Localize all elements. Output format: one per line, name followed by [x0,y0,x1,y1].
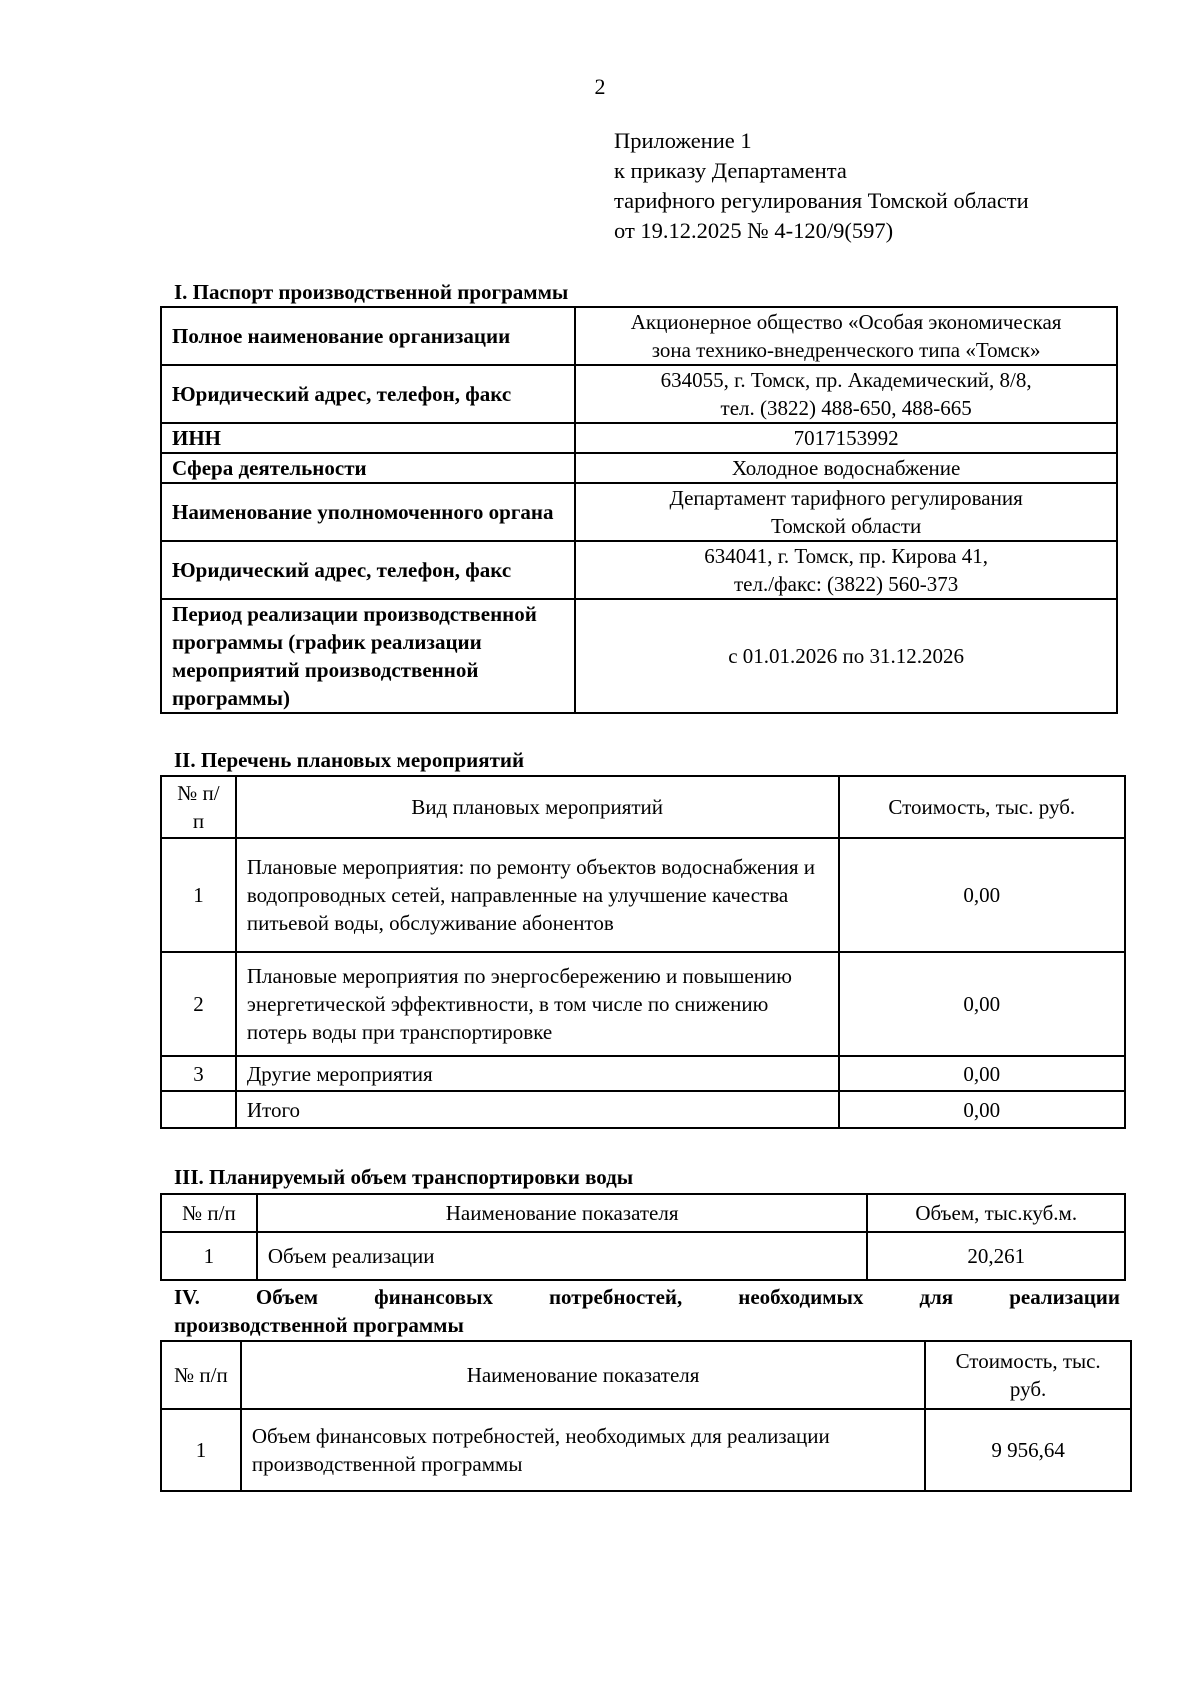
activities-table [160,775,1126,1129]
section-1-title: I. Паспорт производственной программы [174,280,569,304]
table-row [161,1409,1131,1491]
passport-table [160,306,1118,714]
activity-cost: 0,00 [839,1056,1125,1091]
table-row [161,423,1117,453]
column-header-num: № п/п [161,776,236,838]
column-header-volume: Объем, тыс.куб.м. [867,1194,1125,1232]
section-2-title: II. Перечень плановых мероприятий [174,748,525,772]
table-row [161,952,1125,1056]
table-row [161,483,1117,541]
page-number: 2 [594,74,606,99]
table-row [161,1056,1125,1091]
passport-label: Полное наименование организации [161,307,575,365]
passport-label: ИНН [161,423,575,453]
passport-value: с 01.01.2026 по 31.12.2026 [575,599,1117,713]
table-row [161,453,1117,483]
section-3-title: III. Планируемый объем транспортировки воды [174,1165,634,1189]
table-row [161,307,1117,365]
activity-name: Другие мероприятия [236,1056,839,1091]
appendix-header [614,126,1029,246]
passport-label: Юридический адрес, телефон, факс [161,541,575,599]
column-header-name: Наименование показателя [241,1341,925,1409]
row-num [161,1091,236,1128]
activity-cost: 0,00 [839,1091,1125,1128]
table-row [161,541,1117,599]
row-num: 3 [161,1056,236,1091]
activity-name: Плановые мероприятия по энергосбережению и повышению энергетической эффективности, в том числе по снижению потерь воды при транспортировке [236,952,839,1056]
passport-value: 634055, г. Томск, пр. Академический, 8/8, тел. (3822) 488-650, 488-665 [575,365,1117,423]
table-row [161,1232,1125,1280]
indicator-cost: 9 956,64 [925,1409,1131,1491]
section-4-title-line2: производственной программы [174,1313,464,1337]
row-num: 1 [161,1409,241,1491]
financial-needs-table [160,1340,1132,1492]
row-num: 2 [161,952,236,1056]
table-row [161,365,1117,423]
column-header-name: Наименование показателя [257,1194,868,1232]
table-header-row [161,1341,1131,1409]
activity-name: Плановые мероприятия: по ремонту объектов водоснабжения и водопроводных сетей, направленные на улучшение качества питьевой воды, обслуживание абонентов [236,838,839,952]
appendix-line: к приказу Департамента [614,158,847,183]
column-header-cost: Стоимость, тыс. руб. [925,1341,1131,1409]
activity-cost: 0,00 [839,952,1125,1056]
row-num: 1 [161,1232,257,1280]
passport-label: Сфера деятельности [161,453,575,483]
appendix-line: Приложение 1 [614,128,752,153]
table-row-total [161,1091,1125,1128]
passport-value: 634041, г. Томск, пр. Кирова 41, тел./факс: (3822) 560-373 [575,541,1117,599]
passport-value: Акционерное общество «Особая экономическая зона технико-внедренческого типа «Томск» [575,307,1117,365]
column-header-cost: Стоимость, тыс. руб. [839,776,1125,838]
passport-value: Холодное водоснабжение [575,453,1117,483]
column-header-num: № п/п [161,1341,241,1409]
section-4-title-line1: IV. Объем финансовых потребностей, необходимых для реализации [174,1285,1120,1309]
activity-cost: 0,00 [839,838,1125,952]
column-header-num: № п/п [161,1194,257,1232]
indicator-name: Объем финансовых потребностей, необходимых для реализации производственной программы [241,1409,925,1491]
passport-value: Департамент тарифного регулирования Томской области [575,483,1117,541]
activity-name: Итого [236,1091,839,1128]
passport-label: Юридический адрес, телефон, факс [161,365,575,423]
row-num: 1 [161,838,236,952]
appendix-line: тарифного регулирования Томской области [614,188,1029,213]
passport-label: Период реализации производственной программы (график реализации мероприятий производственной программы) [161,599,575,713]
passport-label: Наименование уполномоченного органа [161,483,575,541]
passport-value: 7017153992 [575,423,1117,453]
indicator-name: Объем реализации [257,1232,868,1280]
table-row [161,599,1117,713]
table-row [161,838,1125,952]
indicator-volume: 20,261 [867,1232,1125,1280]
appendix-line: от 19.12.2025 № 4-120/9(597) [614,218,894,243]
table-header-row [161,776,1125,838]
column-header-name: Вид плановых мероприятий [236,776,839,838]
transport-table [160,1193,1126,1281]
table-header-row [161,1194,1125,1232]
